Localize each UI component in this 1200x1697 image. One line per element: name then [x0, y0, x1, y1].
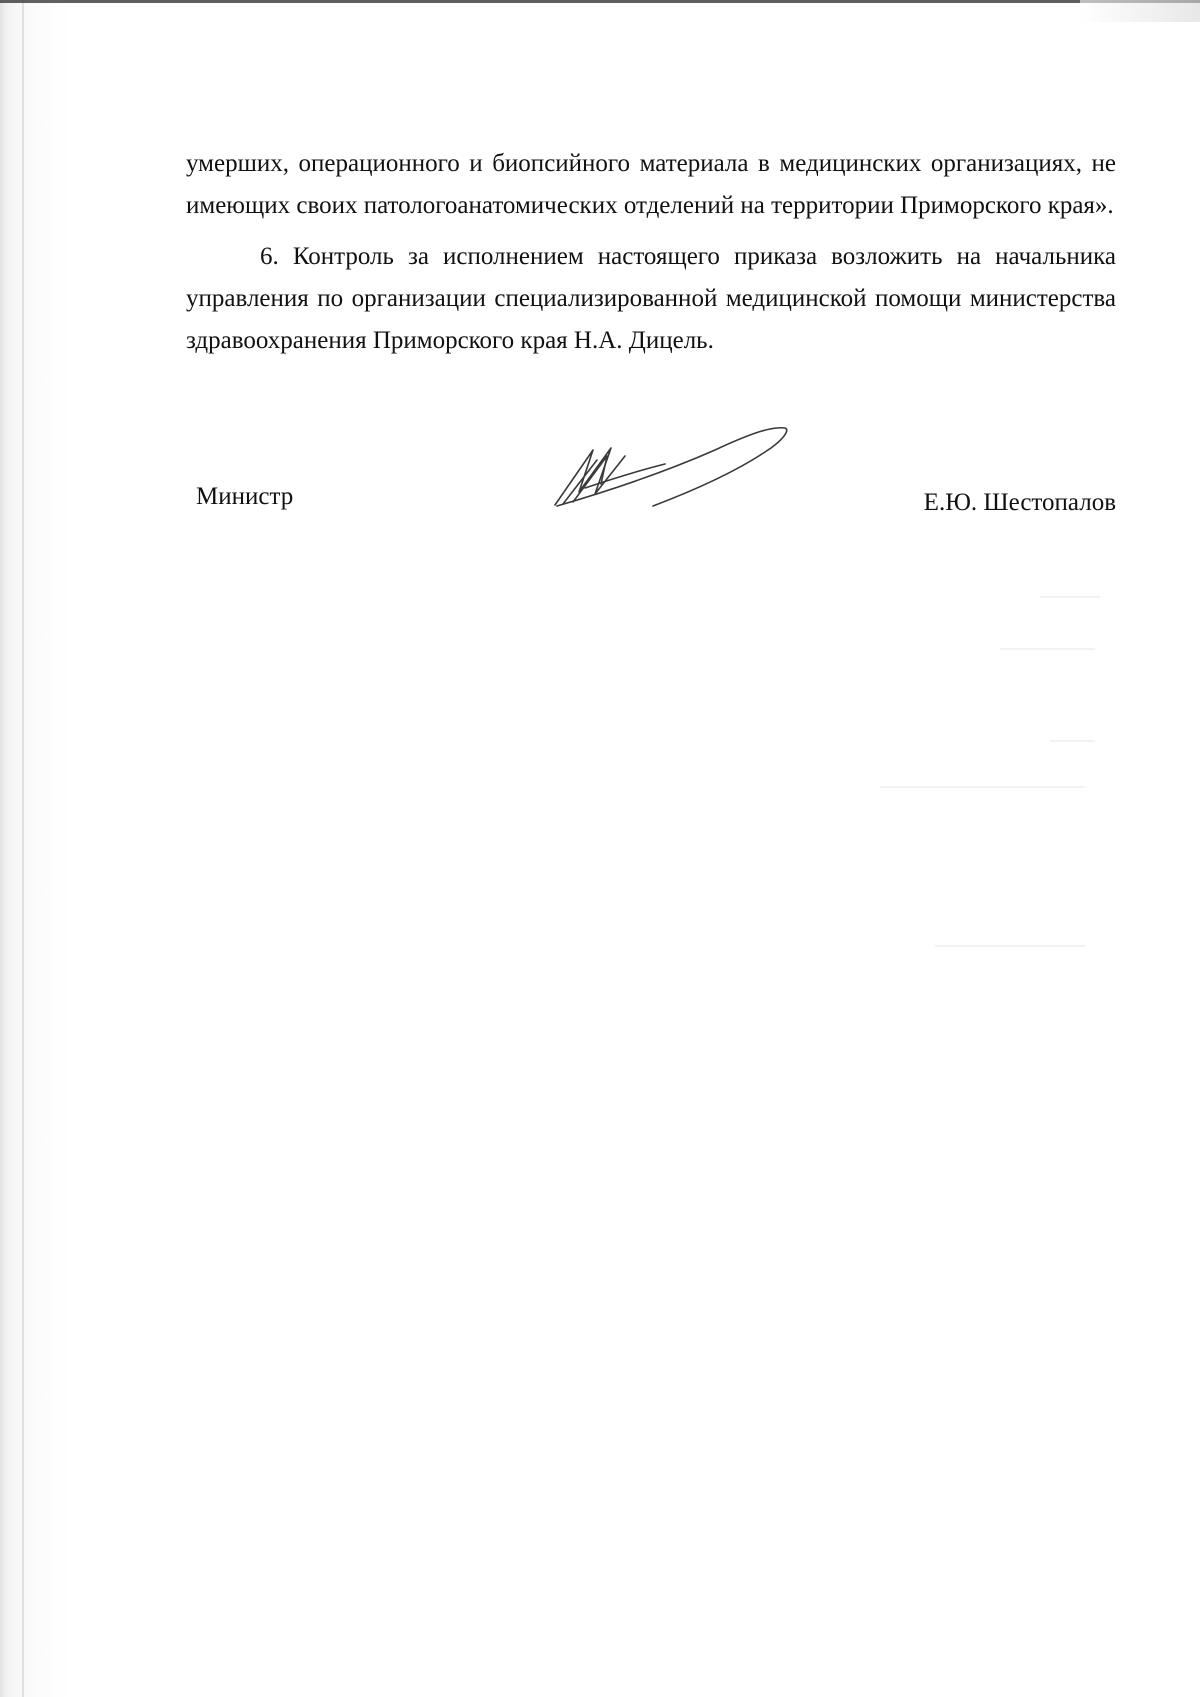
signatory-title: Министр	[196, 483, 294, 510]
scan-artifact	[1000, 648, 1095, 650]
scan-artifact	[1050, 740, 1095, 742]
paragraph-continuation: умерших, операционного и биопсийного материала в медицинских организациях, не имеющих своих патологоанатомических отделений на территории Приморского края».	[186, 150, 1116, 219]
document-body	[186, 143, 1116, 362]
scan-artifact	[935, 945, 1085, 947]
scan-artifact	[1040, 596, 1100, 598]
paragraph-6: 6. Контроль за исполнением настоящего приказа возложить на начальника управления по организации специализированной медицинской помощи министерства здравоохранения Приморского края Н.А. Дицель.	[186, 243, 1116, 354]
scan-edge-line	[22, 0, 24, 1697]
scan-edge-shadow	[0, 0, 70, 1697]
signatory-name: Е.Ю. Шестопалов	[923, 489, 1116, 516]
scan-corner-shadow	[1080, 0, 1200, 22]
signature-block	[186, 470, 1116, 550]
scan-top-edge	[0, 0, 1200, 3]
scan-artifact	[880, 786, 1085, 788]
